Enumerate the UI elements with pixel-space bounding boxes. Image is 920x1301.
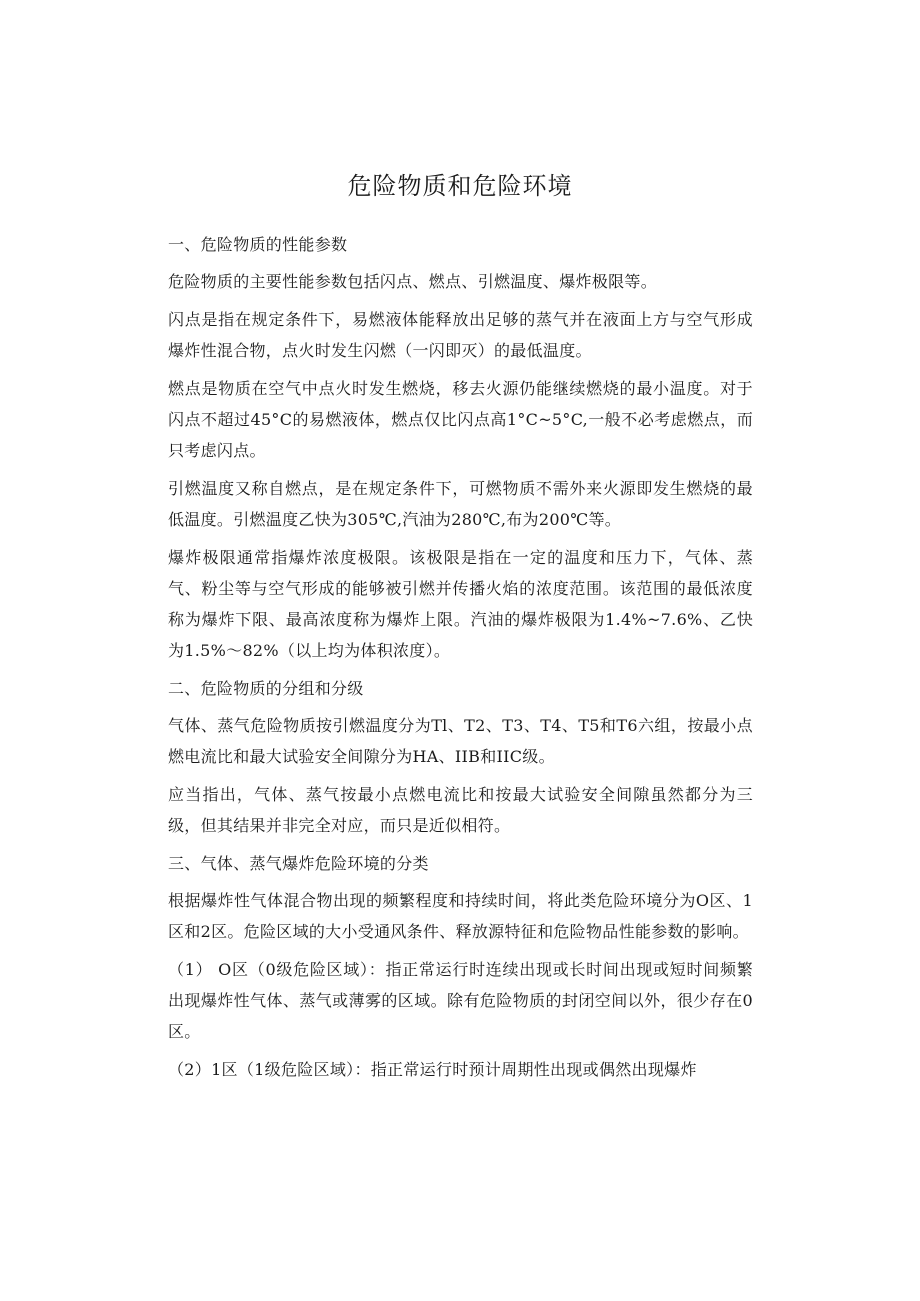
paragraph-note: 应当指出，气体、蒸气按最小点燃电流比和按最大试验安全间隙虽然都分为三级，但其结果并非完全对应，而只是近似相符。	[168, 785, 753, 835]
section-heading-2: 二、危险物质的分组和分级	[168, 679, 364, 698]
paragraph-zone-0: （1） O区（0级危险区域）：指正常运行时连续出现或长时间出现或短时间频繁出现爆炸性气体、蒸气或薄雾的区域。除有危险物质的封闭空间以外，很少存在0区。	[168, 960, 753, 1041]
paragraph-fire-point: 燃点是物质在空气中点火时发生燃烧，移去火源仍能继续燃烧的最小温度。对于闪点不超过45°C的易燃液体，燃点仅比闪点高1°C~5°C,一般不必考虑燃点，而只考虑闪点。	[168, 379, 753, 460]
paragraph-zone-1: （2）1区（1级危险区域）：指正常运行时预计周期性出现或偶然出现爆炸	[168, 1060, 697, 1079]
section-heading-3: 三、气体、蒸气爆炸危险环境的分类	[168, 854, 429, 873]
section-heading-1: 一、危险物质的性能参数	[168, 235, 348, 254]
paragraph-ignition-temperature: 引燃温度又称自燃点，是在规定条件下，可燃物质不需外来火源即发生燃烧的最低温度。引燃温度乙快为305℃,汽油为280℃,布为200℃等。	[168, 479, 753, 529]
paragraph-zone-classification: 根据爆炸性气体混合物出现的频繁程度和持续时间，将此类危险环境分为O区、1区和2区。危险区域的大小受通风条件、释放源特征和危险物品性能参数的影响。	[168, 891, 753, 941]
paragraph-flash-point: 闪点是指在规定条件下，易燃液体能释放出足够的蒸气并在液面上方与空气形成爆炸性混合物，点火时发生闪燃（一闪即灭）的最低温度。	[168, 310, 753, 360]
paragraph-overview: 危险物质的主要性能参数包括闪点、燃点、引燃温度、爆炸极限等。	[168, 272, 658, 291]
document-title: 危险物质和危险环境	[347, 172, 573, 200]
document-body	[168, 229, 753, 1092]
paragraph-explosion-limit: 爆炸极限通常指爆炸浓度极限。该极限是指在一定的温度和压力下，气体、蒸气、粉尘等与空气形成的能够被引燃并传播火焰的浓度范围。该范围的最低浓度称为爆炸下限、最高浓度称为爆炸上限。汽油的爆炸极限为1.4%~7.6%、乙快为1.5%～82%（以上均为体积浓度）。	[168, 548, 753, 660]
paragraph-grouping: 气体、蒸气危险物质按引燃温度分为Tl、T2、T3、T4、T5和T6六组，按最小点燃电流比和最大试验安全间隙分为HA、IIB和IIC级。	[168, 716, 753, 766]
